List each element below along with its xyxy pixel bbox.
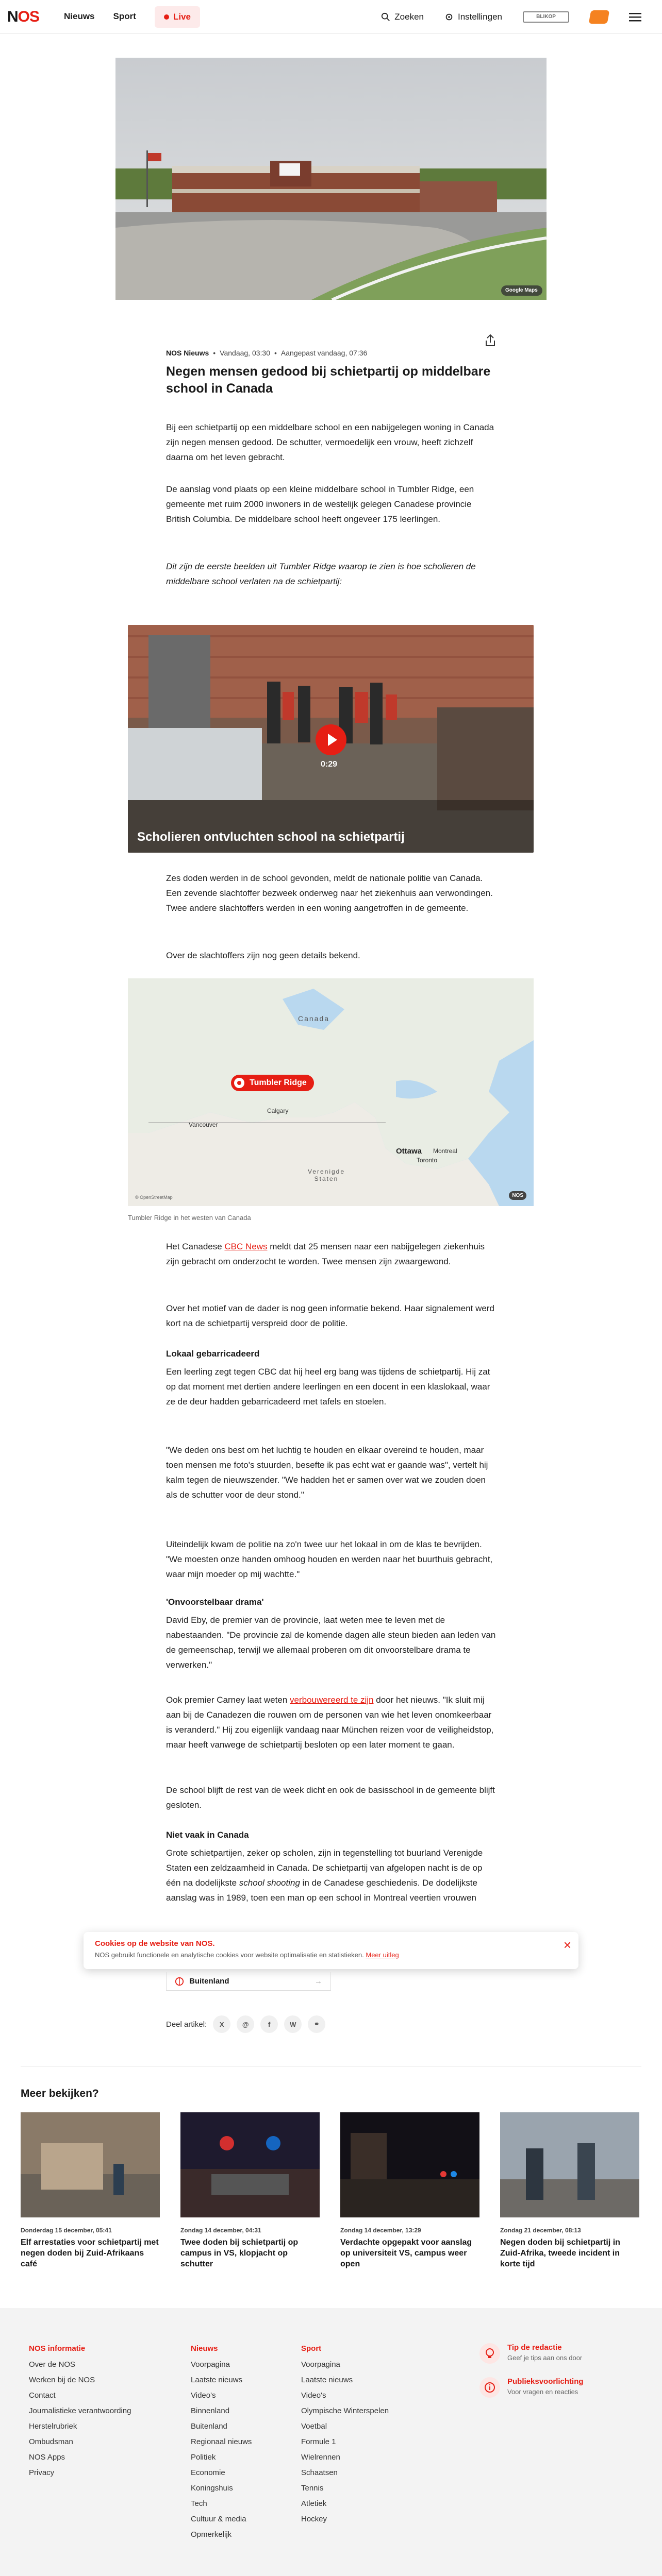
search-button[interactable]: Zoeken [381,12,424,22]
footer-link[interactable]: Werken bij de NOS [29,2376,95,2384]
card-date: Zondag 14 december, 04:31 [180,2227,261,2234]
more-card[interactable] [180,2112,320,2269]
header-actions [381,10,641,24]
subheading-drama: 'Onvoorstelbaar drama' [166,1597,264,1607]
footer-link[interactable]: Buitenland [191,2422,227,2431]
paragraph-8: Een leerling zegt tegen CBC dat hij heel erg bang was tijdens de schietpartij. Hij zat op dat moment met dertien andere leerlingen en een docent in een klaslokaal, waar ze de deur hadden gebarricadeerd met tafels en stoelen. [166,1367,490,1406]
map-city-vancouver: Vancouver [189,1121,218,1128]
gear-icon [444,12,454,22]
article-updated: Aangepast vandaag, 07:36 [280,349,368,357]
footer-link[interactable]: Ombudsman [29,2437,73,2446]
footer-link[interactable]: Schaatsen [301,2468,338,2477]
main-nav [64,11,136,22]
image-credit: Google Maps [505,287,538,293]
footer-link[interactable]: Contact [29,2391,56,2400]
card-image [500,2112,639,2217]
footer-link[interactable]: Politiek [191,2453,216,2462]
footer-link[interactable]: Herstelrubriek [29,2422,77,2431]
nav-sport[interactable]: Sport [113,11,136,21]
more-card[interactable] [340,2112,479,2269]
paragraph-11: David Eby, de premier van de provincie, laat weten mee te leven met de nabestaanden. "De provincie zal de komende dagen alle steun bieden aan leden van de gemeenschap, terwijl we allemaal proberen om dit onvoorstelbare drama te verwerken." [166,1615,496,1670]
footer-link[interactable]: Koningshuis [191,2484,233,2493]
footer-link[interactable]: Laatste nieuws [191,2376,243,2384]
share-facebook-icon[interactable]: f [260,2015,278,2033]
card-image [180,2112,320,2217]
video-duration: 0:29 [321,760,338,769]
map-city-calgary: Calgary [267,1107,289,1114]
footer-link[interactable]: Cultuur & media [191,2515,246,2523]
map-label-canada: Canada [298,1014,330,1023]
tip-redactie[interactable]: Tip de redactie Geef je tips aan ons door [479,2343,582,2364]
map-attribution: © OpenStreetMap [135,1195,173,1200]
paragraph-1: Bij een schietpartij op een middelbare school en een nabijgelegen woning in Canada zijn negen mensen gedood. De schutter, vermoedelijk een vrouw, heeft zichzelf daarna om het leven gebracht. [166,422,494,462]
map-caption: Tumbler Ridge in het westen van Canada [128,1214,251,1222]
share-whatsapp-icon[interactable]: W [284,2015,302,2033]
footer-col-nos: NOS informatie Over de NOS Werken bij de NOS Contact Journalistieke verantwoording Herstelrubriek Ombudsman NOS Apps Privacy [29,2344,131,2477]
video-caption: Scholieren ontvluchten school na schietpartij [137,830,405,844]
card-title: Twee doden bij schietpartij op campus in VS, klopjacht op schutter [180,2238,299,2268]
paragraph-7: Over het motief van de dader is nog geen informatie bekend. Haar signalement werd kort na de schietpartij verspreid door de politie. [166,1303,494,1328]
footer-link[interactable]: Regionaal nieuws [191,2437,252,2446]
card-date: Donderdag 15 december, 05:41 [21,2227,112,2234]
nos-badge: NOS [509,1191,526,1200]
footer-link[interactable]: Laatste nieuws [301,2376,353,2384]
more-card[interactable] [21,2112,160,2269]
footer-col-sport: Sport Voorpagina Laatste nieuws Video's Olympische Winterspelen Voetbal Formule 1 Wielrennen Schaatsen Tennis Atletiek Hockey [301,2344,389,2523]
paragraph-9: "We deden ons best om het luchtig te houden en elkaar overeind te houden, maar toen mensen me foto's stuurden, besefte ik pas echt wat er gaande was", vertelt hij kalm tegen de nieuwszender. "We hadden het er samen over wat we zouden doen als de schutter voor de deur stond." [166,1445,488,1500]
footer-link[interactable]: Opmerkelijk [191,2530,232,2539]
share-x-icon[interactable]: X [213,2015,230,2033]
article-source[interactable]: NOS Nieuws [166,349,209,357]
paragraph-3: Dit zijn de eerste beelden uit Tumbler Ridge waarop te zien is hoe scholieren de middelbare school verlaten na de schietpartij: [166,562,476,586]
article-published: Vandaag, 03:30 [220,349,270,357]
carney-link[interactable]: verbouwereerd te zijn [290,1695,374,1705]
map-city-toronto: Toronto [417,1157,438,1164]
paragraph-10: Uiteindelijk kwam de politie na zo'n twee uur het lokaal in om de klas te bevrijden. "We moesten onze handen omhoog houden en werden naar het buurthuis gebracht, waar mijn moeder op mij wachtte." [166,1539,493,1579]
paragraph-6: Het Canadese CBC News meldt dat 25 mensen naar een nabijgelegen ziekenhuis zijn gebracht om onderzocht te worden. Twee mensen zijn zwaargewond. [166,1242,485,1266]
paragraph-5: Over de slachtoffers zijn nog geen details bekend. [166,951,360,960]
hero-image [115,58,547,300]
more-title: Meer bekijken? [21,2088,99,2099]
footer-link[interactable]: Voetbal [301,2422,327,2431]
share-row: Deel artikel: X @ f W ⚭ [166,2015,325,2033]
paragraph-14: Grote schietpartijen, zeker op scholen, zijn in tegenstelling tot buurland Verenigde Staten een zeldzaamheid in Canada. De schietpartij van afgelopen nacht is de op één na dodelijkste school shooting in de Canadese geschiedenis. De dodelijkste aanslag was in 1989, toen een man op een school in Montreal veertien vrouwen [166,1848,483,1903]
paragraph-4: Zes doden werden in de school gevonden, meldt de nationale politie van Canada. Een zevende slachtoffer bezweek onderweg naar het ziekenhuis aan verwondingen. Twee andere slachtoffers werden in een woning aangetroffen in de gemeente. [166,873,493,913]
blikop-logo[interactable]: BLIKOP [523,11,569,23]
cookie-banner: Cookies op de website van NOS. NOS gebruikt functionele en analytische cookies voor website optimalisatie en statistieken. Meer uitleg × [84,1932,578,1969]
footer-link[interactable]: Voorpagina [301,2360,340,2369]
paragraph-13: De school blijft de rest van de week dicht en ook de basisschool in de gemeente blijft gesloten. [166,1785,495,1810]
footer-link[interactable]: Video's [191,2391,216,2400]
footer-link[interactable]: Wielrennen [301,2453,340,2462]
live-dot-icon [164,14,169,20]
card-title: Verdachte opgepakt voor aanslag op universiteit VS, campus weer open [340,2238,472,2268]
menu-icon[interactable] [629,12,641,22]
footer-link[interactable]: Atletiek [301,2499,327,2508]
map-city-ottawa: Ottawa [396,1147,422,1156]
live-button[interactable]: Live [155,6,200,28]
close-icon[interactable]: × [563,1937,571,1953]
arrow-right-icon: → [315,1977,322,1986]
footer-link[interactable]: Tennis [301,2484,324,2493]
footer-link[interactable]: Economie [191,2468,225,2477]
article-title: Negen mensen gedood bij schietpartij op middelbare school in Canada [166,364,491,396]
card-image [340,2112,479,2217]
footer-link[interactable]: Hockey [301,2515,327,2523]
card-image [21,2112,160,2217]
cookie-title: Cookies op de website van NOS. [95,1939,215,1948]
lightbulb-icon [479,2343,500,2364]
footer-col-nieuws: Nieuws Voorpagina Laatste nieuws Video's Binnenland Buitenland Regionaal nieuws Politiek Economie Koningshuis Tech Cultuur & media Opmerkelijk [191,2344,252,2539]
footer-link[interactable]: Journalistieke verantwoording [29,2406,131,2415]
subheading-niet-vaak: Niet vaak in Canada [166,1830,249,1840]
publieksvoorlichting[interactable]: Publieksvoorlichting Voor vragen en reacties [479,2377,584,2398]
article-meta: NOS Nieuws • Vandaag, 03:30 • Aangepast vandaag, 07:36 [166,349,368,357]
footer-link[interactable]: Voorpagina [191,2360,230,2369]
globe-icon [175,1977,184,1986]
card-date: Zondag 21 december, 08:13 [500,2227,581,2234]
video-player[interactable] [128,625,534,853]
footer-link[interactable]: Olympische Winterspelen [301,2406,389,2415]
npo-logo[interactable] [589,10,610,24]
info-icon [479,2377,500,2398]
cookie-more-link[interactable]: Meer uitleg [366,1951,399,1959]
cbc-news-link[interactable]: CBC News [224,1242,268,1251]
more-card[interactable] [500,2112,639,2269]
settings-button[interactable]: Instellingen [444,12,502,22]
footer-link[interactable]: Binnenland [191,2406,230,2415]
card-title: Negen doden bij schietpartij in Zuid-Afrika, tweede incident in korte tijd [500,2238,620,2268]
paragraph-2: De aanslag vond plaats op een kleine middelbare school in Tumbler Ridge, een gemeente met ruim 2000 inwoners in de westelijk gelegen Canadese provincie British Columbia. De middelbare school heeft ongeveer 175 leerlingen. [166,484,474,524]
map [128,978,534,1206]
share-link-icon[interactable]: ⚭ [308,2015,325,2033]
footer-link[interactable]: Over de NOS [29,2360,76,2369]
subheading-lokaal: Lokaal gebarricadeerd [166,1349,260,1359]
card-date: Zondag 14 december, 13:29 [340,2227,421,2234]
map-label-us: Verenigde Staten [307,1168,345,1182]
nos-logo[interactable]: NOS [7,8,40,25]
share-icon[interactable] [483,333,498,348]
footer-link[interactable]: NOS Apps [29,2453,65,2462]
footer-link[interactable]: Privacy [29,2468,55,2477]
related-buitenland[interactable]: Buitenland → [166,1972,331,1991]
nav-nieuws[interactable]: Nieuws [64,11,95,21]
share-mail-icon[interactable]: @ [237,2015,254,2033]
play-button[interactable] [316,724,346,755]
search-icon [381,12,390,22]
footer-link[interactable]: Formule 1 [301,2437,336,2446]
paragraph-12: Ook premier Carney laat weten verbouwereerd te zijn door het nieuws. "Ik sluit mij aan bij de Canadezen die rouwen om de personen van wie het leven onomkeerbaar is veranderd." Hij zou eigenlijk vandaag naar München reizen voor de veiligheidstop, maar heeft vanwege de schietpartij besloten op een later moment te gaan. [166,1695,494,1750]
top-bar [0,0,662,34]
map-pin-tumbler-ridge[interactable]: Tumbler Ridge [231,1075,314,1091]
footer-link[interactable]: Video's [301,2391,326,2400]
map-city-montreal: Montreal [433,1147,457,1155]
card-title: Elf arrestaties voor schietpartij met negen doden bij Zuid-Afrikaans café [21,2238,159,2268]
footer-link[interactable]: Tech [191,2499,207,2508]
